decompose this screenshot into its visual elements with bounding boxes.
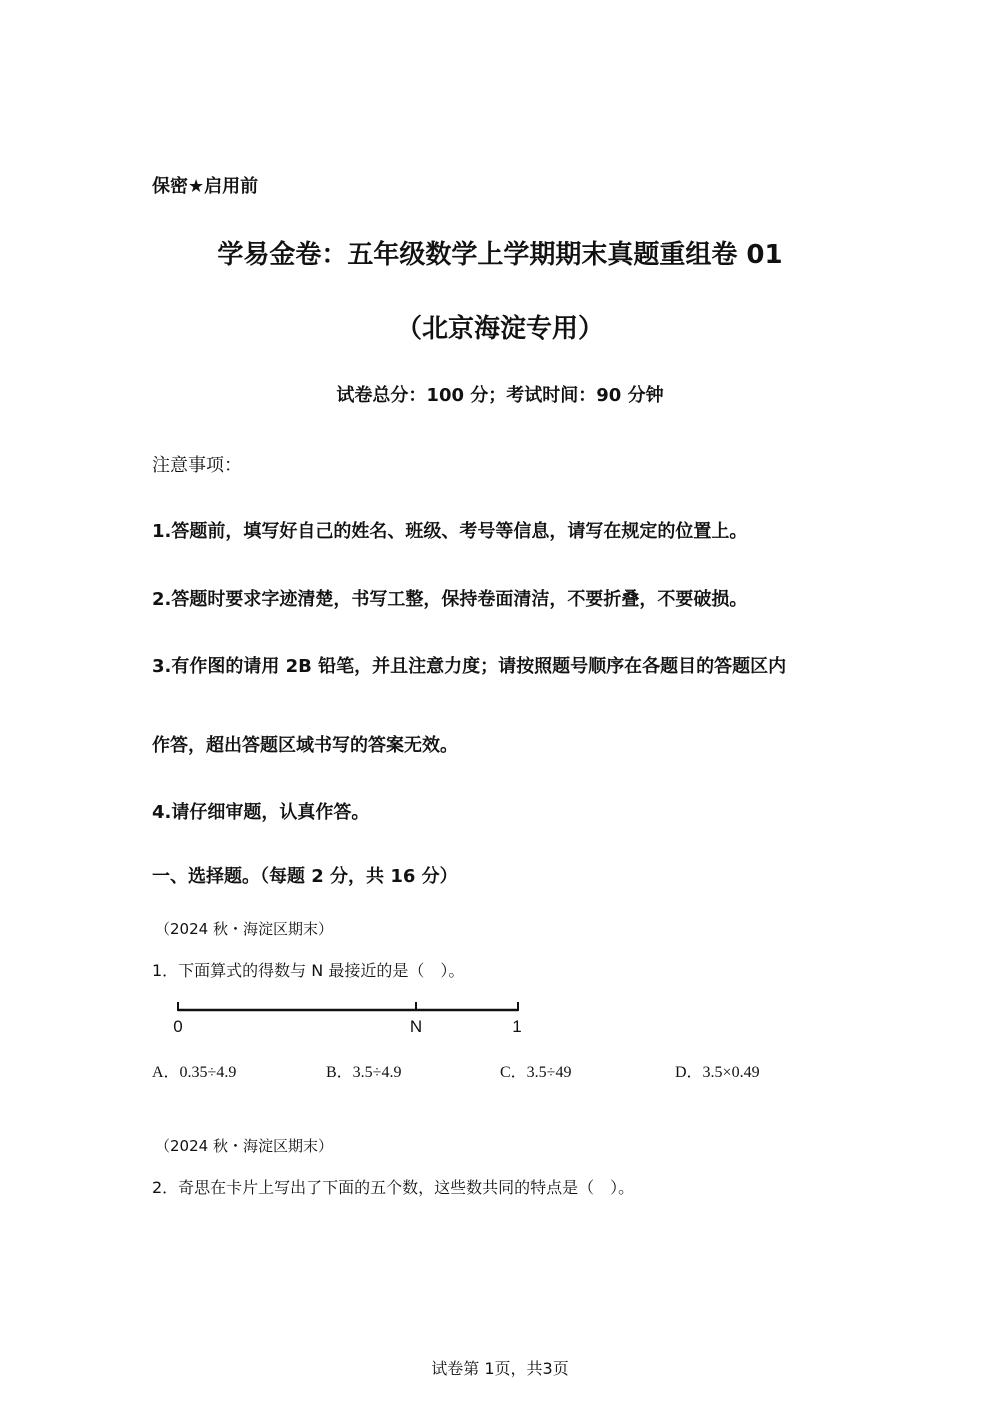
notice-item: 作答，超出答题区域书写的答案无效。 — [152, 735, 458, 756]
question-text: 2．奇思在卡片上写出了下面的五个数，这些数共同的特点是（ ）。 — [152, 1178, 635, 1197]
number-line-label-zero: 0 — [173, 1017, 183, 1036]
section-heading: 一、选择题。（每题 2 分，共 16 分） — [152, 866, 458, 887]
option-a[interactable]: A．0.35÷4.9 — [152, 1064, 237, 1081]
question-source: （2024 秋・海淀区期末） — [155, 920, 333, 938]
question-source: （2024 秋・海淀区期末） — [155, 1137, 333, 1155]
notice-item: 4.请仔细审题，认真作答。 — [152, 802, 370, 823]
notice-item: 2.答题时要求字迹清楚，书写工整，保持卷面清洁，不要折叠，不要破损。 — [152, 589, 748, 610]
confidential-label: 保密★启用前 — [152, 176, 259, 197]
number-line — [170, 998, 530, 1040]
option-d[interactable]: D．3.5×0.49 — [675, 1064, 760, 1081]
number-line-label-one: 1 — [512, 1017, 522, 1036]
option-b[interactable]: B．3.5÷4.9 — [326, 1064, 402, 1081]
notice-item: 1.答题前，填写好自己的姓名、班级、考号等信息，请写在规定的位置上。 — [152, 521, 748, 542]
option-c[interactable]: C．3.5÷49 — [500, 1064, 572, 1081]
number-line-label-n: N — [409, 1017, 423, 1036]
exam-info: 试卷总分：100 分；考试时间：90 分钟 — [336, 385, 664, 406]
document-title: 学易金卷：五年级数学上学期期末真题重组卷 01 — [217, 240, 783, 270]
notice-item: 3.有作图的请用 2B 铅笔，并且注意力度；请按照题号顺序在各题目的答题区内 — [152, 656, 787, 677]
page-footer: 试卷第 1页，共3页 — [431, 1359, 569, 1378]
question-text: 1．下面算式的得数与 N 最接近的是（ ）。 — [152, 961, 465, 980]
document-subtitle: （北京海淀专用） — [395, 314, 604, 344]
notice-heading: 注意事项： — [152, 455, 242, 476]
